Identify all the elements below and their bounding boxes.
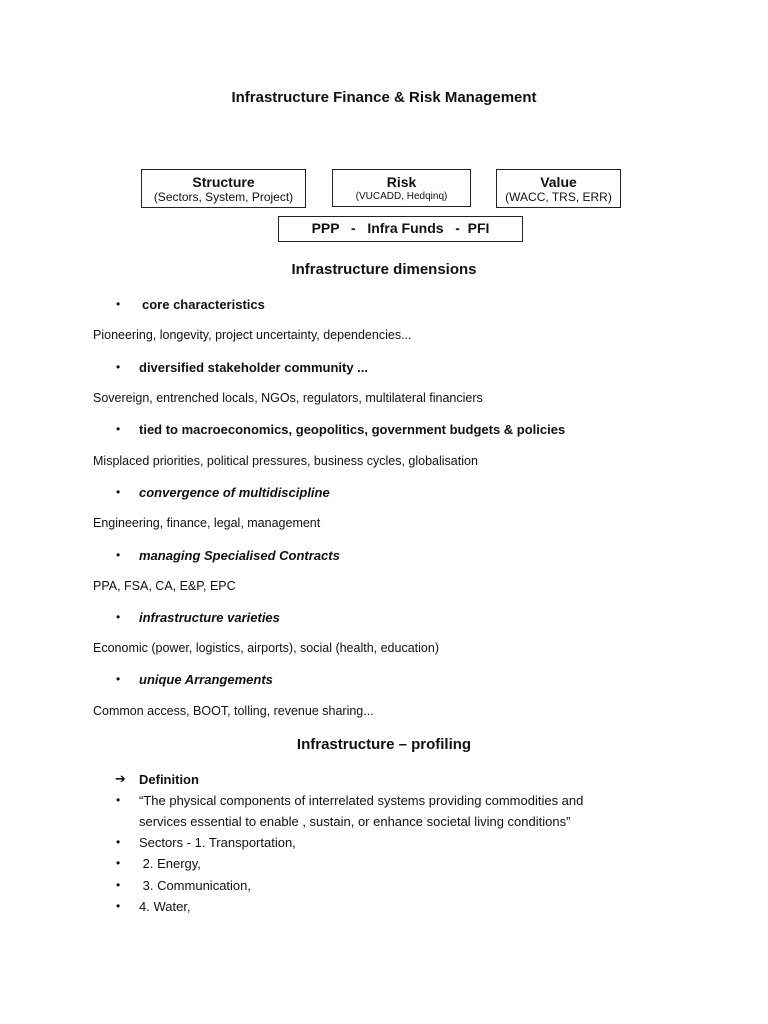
bullet-icon: • <box>116 610 121 624</box>
bullet-icon: • <box>116 878 121 892</box>
dimension-item-body: Engineering, finance, legal, management <box>93 516 321 530</box>
risk-subtitle: (VUCADD, Hedqinq) <box>355 191 448 202</box>
dimensions-heading: Infrastructure dimensions <box>291 261 477 278</box>
ppp-text: PPP - Infra Funds - PFI <box>311 220 490 236</box>
sector-item: Sectors - 1. Transportation, <box>139 835 296 850</box>
ppp-box <box>278 216 523 242</box>
dimension-item-body: PPA, FSA, CA, E&P, EPC <box>93 579 236 593</box>
dimension-item-body: Misplaced priorities, political pressures, business cycles, globalisation <box>93 454 478 468</box>
bullet-icon: • <box>116 856 121 870</box>
dimension-item-head: diversified stakeholder community ... <box>139 360 369 375</box>
dimension-item-head: convergence of multidiscipline <box>139 485 330 500</box>
dimension-item-head: tied to macroeconomics, geopolitics, government budgets & policies <box>139 422 566 437</box>
structure-title: Structure <box>192 174 255 190</box>
dimension-item-head: managing Specialised Contracts <box>139 548 340 563</box>
definition-label: Definition <box>139 772 199 787</box>
bullet-icon: • <box>116 297 121 311</box>
sector-item: 4. Water, <box>139 899 191 914</box>
structure-box <box>141 169 306 208</box>
bullet-icon: • <box>116 672 121 686</box>
dimension-item-head: core characteristics <box>142 297 265 312</box>
dimension-item-body: Common access, BOOT, tolling, revenue sharing... <box>93 704 374 718</box>
risk-box <box>332 169 471 207</box>
bullet-icon: • <box>116 835 121 849</box>
profiling-heading: Infrastructure – profiling <box>296 736 472 753</box>
sector-item: 2. Energy, <box>139 856 201 871</box>
arrow-bullet-icon: ➔ <box>115 771 126 786</box>
bullet-icon: • <box>116 422 121 436</box>
bullet-icon: • <box>116 548 121 562</box>
value-title: Value <box>540 174 577 190</box>
definition-quote-line: services essential to enable , sustain, or enhance societal living conditions” <box>139 814 571 829</box>
risk-title: Risk <box>386 174 417 190</box>
value-box <box>496 169 621 208</box>
dimension-item-body: Pioneering, longevity, project uncertainty, dependencies... <box>93 328 412 342</box>
page-title: Infrastructure Finance & Risk Management <box>231 89 537 106</box>
bullet-icon: • <box>116 899 121 913</box>
dimension-item-head: infrastructure varieties <box>139 610 280 625</box>
dimension-item-head: unique Arrangements <box>139 672 273 687</box>
dimension-item-body: Sovereign, entrenched locals, NGOs, regulators, multilateral financiers <box>93 391 483 405</box>
value-subtitle: (WACC, TRS, ERR) <box>505 190 612 204</box>
structure-subtitle: (Sectors, System, Project) <box>153 190 294 204</box>
bullet-icon: • <box>116 793 121 807</box>
dimension-item-body: Economic (power, logistics, airports), social (health, education) <box>93 641 439 655</box>
bullet-icon: • <box>116 360 121 374</box>
bullet-icon: • <box>116 485 121 499</box>
definition-quote-line: “The physical components of interrelated systems providing commodities and <box>139 793 584 808</box>
sector-item: 3. Communication, <box>139 878 251 893</box>
